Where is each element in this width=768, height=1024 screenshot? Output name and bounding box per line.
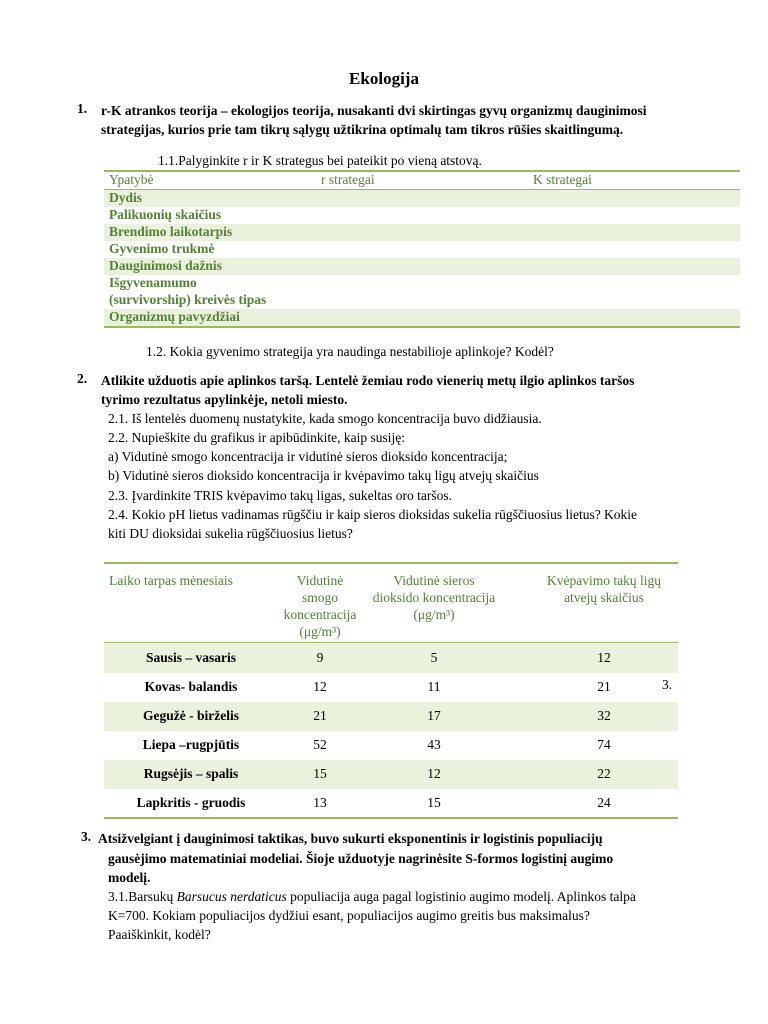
q2-item: 2.2. Nupieškite du grafikus ir apibūdinkite, kaip susiję: [108,430,405,445]
table2-row: Gegužė - birželis 21 17 32 [104,702,678,731]
table2-row: Rugsėjis – spalis 15 12 22 [104,760,678,789]
q3-sub-line1: 3.1.Barsukų Barsucus nerdaticus populiacija auga pagal logistinio augimo modelį. Aplinkos talpa [108,889,636,904]
q3-sub-line2: K=700. Kokiam populiacijos dydžiui esant, populiacijos augimo greitis bus maksimalus? [108,908,590,923]
q3-line3: modelį. [108,870,151,885]
table2-row: Lapkritis - gruodis 13 15 24 [136,795,611,810]
table2-row: Liepa –rugpjūtis 52 43 74 [142,737,611,752]
species-name: Barsucus nerdaticus [176,889,287,904]
table2-header-cases: Kvėpavimo takų ligų atvejų skaičius [547,573,661,605]
q2-item: 2.4. Kokio pH lietus vadinamas rūgščiu ir kaip sieros dioksidas sukelia rūgščiuosius lietus? Kokie [108,507,638,522]
q3-line1: Atsižvelgiant į dauginimosi taktikas, buvo sukurti eksponentinis ir logistinis populiacijų [98,831,603,846]
table1-row: (survivorship) kreivės tipas [109,292,267,307]
q1-line1: r-K atrankos teorija – ekologijos teorija, nusakanti dvi skirtingas gyvų organizmų dauginimosi [101,103,647,118]
table1-row: Palikuonių skaičius [109,207,222,222]
q1-line2: strategijas, kurios prie tam tikrų sąlygų užtikrina optimalų tam tikros rūšies skaitlingumą. [101,122,624,137]
q2-line1: Atlikite užduotis apie aplinkos taršą. Lentelė žemiau rodo vienerių metų ilgio aplinkos taršos [101,373,635,388]
table1-header-r: r strategai [321,172,375,187]
q2-item: a) Vidutinė smogo koncentracija ir vidutinė sieros dioksido koncentracija; [108,449,508,464]
q2-item: 2.3. Įvardinkite TRIS kvėpavimo takų ligas, sukeltas oro taršos. [108,488,452,503]
table1-row: Dauginimosi dažnis [109,258,222,273]
q1-sub1: 1.1.Palyginkite r ir K strategus bei pateikit po vieną atstovą. [158,153,482,168]
table2-header-period: Laiko tarpas mėnesiais [109,573,233,588]
table1-row: Išgyvenamumo [109,275,197,290]
side-number: 3. [662,677,673,692]
table1-row: Organizmų pavyzdžiai [109,309,240,324]
q2-line2: tyrimo rezultatus apylinkėje, netoli miesto. [101,392,348,407]
q3-line2: gausėjimo matematiniai modeliai. Šioje užduotyje nagrinėsite S-formos logistinį augimo [108,851,614,866]
q2-item: kiti DU dioksidai sukelia rūgščiuosius lietus? [108,526,353,541]
table2-row: Kovas- balandis 12 11 21 [144,679,611,694]
table1-row: Dydis [109,190,143,205]
strategy-table [104,170,740,326]
table2-header-smog: Vidutinė smogo koncentracija (μg/m³) [283,573,357,639]
q2-item: 2.1. Iš lentelės duomenų nustatykite, kada smogo koncentracija buvo didžiausia. [108,411,542,426]
q3-sub-line3: Paaiškinkit, kodėl? [108,927,211,942]
q1-sub2: 1.2. Kokia gyvenimo strategija yra naudinga nestabilioje aplinkoje? Kodėl? [146,344,554,359]
table2-header-so2: Vidutinė sieros dioksido koncentracija (μg/m³) [372,573,496,622]
q2-item: b) Vidutinė sieros dioksido koncentracija ir kvėpavimo takų ligų atvejų skaičius [108,468,539,483]
table1-header-trait: Ypatybė [109,172,154,187]
table1-row: Gyvenimo trukmė [109,241,215,256]
q3-number: 3. [81,829,92,844]
table2-row: Sausis – vasaris 9 5 12 [104,644,678,673]
q1-number: 1. [77,101,88,116]
table1-row: Brendimo laikotarpis [109,224,233,239]
page-title: Ekologija [349,69,419,88]
q2-number: 2. [77,371,88,386]
table1-header-k: K strategai [533,172,592,187]
